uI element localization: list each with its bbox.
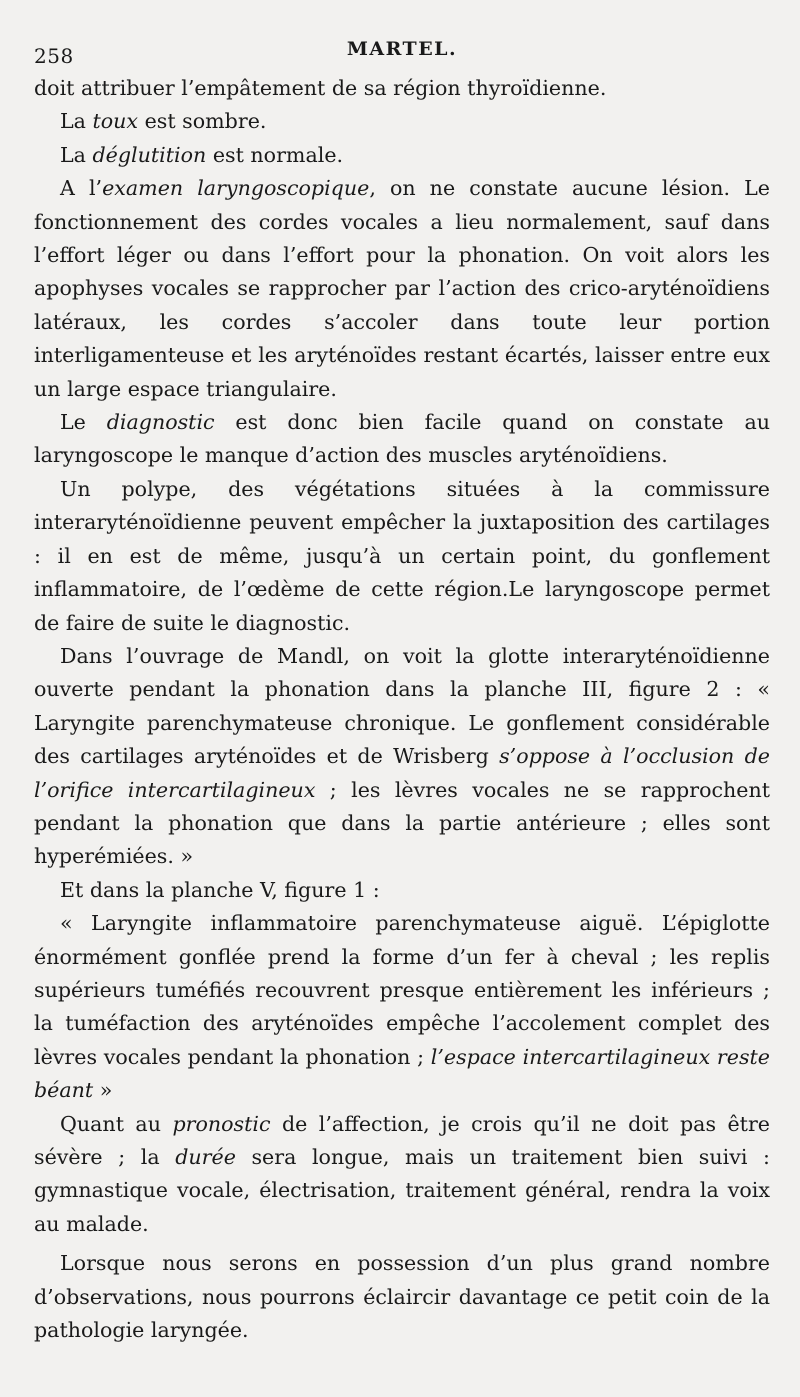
text-run: est normale.	[206, 142, 344, 167]
paragraph	[34, 406, 770, 473]
body-text	[34, 72, 770, 1347]
italic-run: s’oppose à l’occlusion de l’orifice intercartilagineux	[34, 744, 770, 802]
paragraph	[34, 1108, 770, 1242]
paragraph	[34, 907, 770, 1107]
text-run: de l’affection, je crois qu’il ne doit pas être sévère ; la	[34, 1111, 770, 1169]
text-run: »	[93, 1078, 113, 1103]
paragraph	[34, 640, 770, 874]
italic-run: pronostic	[172, 1111, 271, 1136]
paragraph	[34, 172, 770, 406]
text-run: Un polype, des végétations situées à la commissure interaryténoïdienne peuvent empêcher la juxtaposition des cartilages : il en est de même, jusqu’à un certain point, du gonflement inflammatoire, de l’œdème de cette région.Le laryngoscope permet de faire de suite le diagnostic.	[34, 476, 770, 635]
paragraph	[34, 473, 770, 640]
italic-run: l’espace intercartilagineux reste béant	[34, 1044, 770, 1103]
italic-run: déglutition	[92, 142, 207, 167]
text-run: La	[60, 142, 93, 167]
page-header	[34, 38, 770, 82]
paragraph	[34, 1247, 770, 1347]
text-run: « Laryngite inflammatoire parenchymateuse aiguë. L’épiglotte énormément gonflée prend la forme d’un fer à cheval ; les replis supérieurs tuméfiés recouvrent presque entièrement les inférieurs ; la tuméfaction des aryténoïdes empêche l’accolement complet des lèvres vocales pendant la phonation ;	[34, 911, 770, 1069]
text-run: , on ne constate aucune lésion. Le fonctionnement des cordes vocales a lieu normalement, sauf dans l’effort léger ou dans l’effort pour la phonation. On voit alors les apophyses vocales se rapprocher par l’action des crico-aryténoïdiens latéraux, les cordes s’accoler dans toute leur portion interligamenteuse et les aryténoïdes restant écartés, laisser entre eux un large espace triangulaire.	[34, 176, 770, 401]
text-run: Lorsque nous serons en possession d’un plus grand nombre d’observations, nous pourrons éclaircir davantage ce petit coin de la pathologie laryngée.	[34, 1251, 770, 1343]
text-run: est sombre.	[138, 109, 267, 134]
text-run: A l’	[60, 176, 103, 201]
italic-run: examen laryngoscopique	[102, 176, 370, 201]
text-run: Dans l’ouvrage de Mandl, on voit la glotte interaryténoïdienne ouverte pendant la phonation dans la planche III, figure 2 : « Laryngite parenchymateuse chronique. Le gonflement considérable des cartilages aryténoïdes et de Wrisberg	[34, 643, 770, 769]
text-run: La	[60, 109, 93, 134]
italic-run: toux	[92, 109, 139, 134]
text-run: Quant au	[60, 1111, 173, 1136]
italic-run: diagnostic	[106, 410, 215, 435]
paragraph	[34, 874, 770, 907]
text-run: ; les lèvres vocales ne se rapprochent pendant la phonation que dans la partie antérieure ; elles sont hyperémiées. »	[34, 777, 770, 869]
text-run: doit attribuer l’empâtement de sa région thyroïdienne.	[34, 76, 607, 100]
paragraph	[34, 105, 770, 138]
text-run: est donc bien facile quand on constate au laryngoscope le manque d’action des muscles aryténoïdiens.	[34, 410, 770, 468]
text-run: sera longue, mais un traitement bien suivi : gymnastique vocale, électrisation, traitement général, rendra la voix au malade.	[34, 1145, 770, 1236]
page-number: 258	[34, 44, 74, 68]
text-run: Et dans la planche V, figure 1 :	[60, 877, 380, 902]
paragraph	[34, 139, 770, 172]
text-run: Le	[60, 410, 107, 435]
italic-run: durée	[175, 1145, 236, 1169]
running-head: MARTEL.	[346, 38, 458, 60]
